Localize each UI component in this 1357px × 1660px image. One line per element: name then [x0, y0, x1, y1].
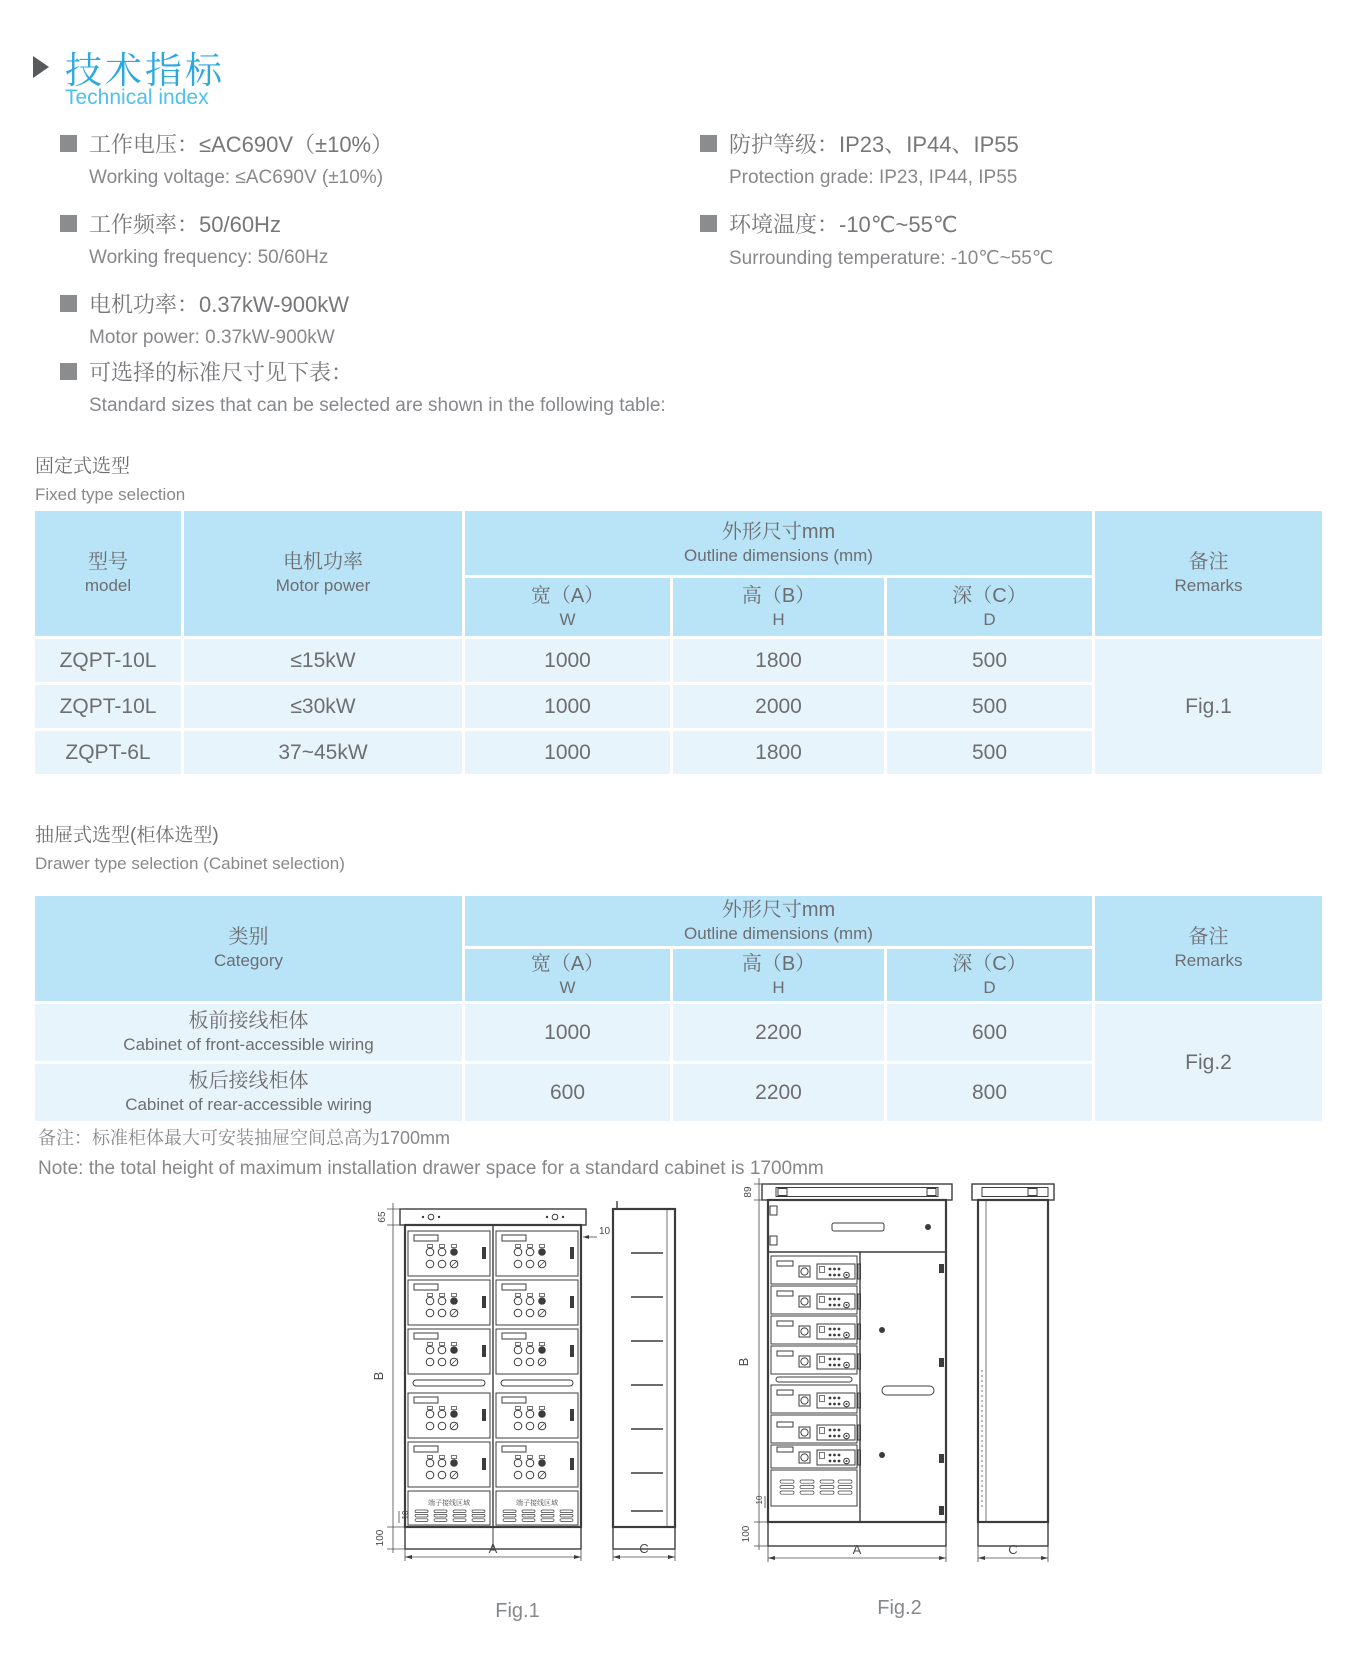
fig1-side-view — [613, 1201, 675, 1561]
cell-depth: 600 — [887, 1004, 1092, 1061]
spec-zh-text: 电机功率：0.37kW-900kW — [89, 291, 349, 317]
footnote-en: Note: the total height of maximum installation drawer space for a standard cabinet is 1700mm — [38, 1158, 824, 1179]
cell-category: 板前接线柜体 Cabinet of front-accessible wiring — [35, 1004, 462, 1061]
cell-depth: 500 — [887, 731, 1092, 774]
spec-working-voltage — [60, 128, 680, 193]
page-title: 技术指标 — [65, 50, 225, 91]
col-header-remarks: 备注 Remarks — [1095, 896, 1322, 1001]
col-header-outline-dimensions: 外形尺寸mm Outline dimensions (mm) — [465, 896, 1092, 946]
figure-1 — [345, 1193, 690, 1623]
cell-width: 1000 — [465, 731, 670, 774]
fig2-drawing — [732, 1170, 1067, 1590]
svg-text:C: C — [1008, 1542, 1018, 1557]
col-header-depth: 深（C） D — [887, 949, 1092, 1001]
section-title-zh: 固定式选型 — [35, 456, 131, 477]
cell-height: 1800 — [673, 731, 884, 774]
svg-text:A: A — [852, 1542, 862, 1557]
fig1-front-view — [400, 1209, 586, 1549]
section-title-en: Drawer type selection (Cabinet selection) — [35, 854, 345, 873]
cell-category: 板后接线柜体 Cabinet of rear-accessible wiring — [35, 1064, 462, 1121]
fig1-caption: Fig.1 — [495, 1600, 540, 1622]
section-fixed-type — [35, 451, 185, 505]
spec-surrounding-temperature — [700, 208, 1320, 273]
spec-en-text: Working frequency: 50/60Hz — [89, 247, 329, 268]
cell-depth: 800 — [887, 1064, 1092, 1121]
svg-text:10: 10 — [401, 1510, 410, 1520]
cell-width: 600 — [465, 1064, 670, 1121]
bullet-square-icon — [700, 135, 717, 152]
fig2-front-view — [762, 1184, 952, 1546]
cell-model: ZQPT-10L — [35, 685, 181, 728]
spec-working-frequency — [60, 208, 680, 273]
spec-zh-text: 防护等级：IP23、IP44、IP55 — [729, 131, 1019, 157]
svg-text:10: 10 — [599, 1226, 611, 1237]
spec-protection-grade — [700, 128, 1320, 193]
col-header-remarks: 备注 Remarks — [1095, 511, 1322, 636]
cell-depth: 500 — [887, 639, 1092, 682]
fig2-side-view — [972, 1184, 1054, 1562]
bullet-square-icon — [60, 135, 77, 152]
terminal-area-label: 端子接线区域 — [516, 1500, 558, 1507]
bullet-square-icon — [60, 215, 77, 232]
spec-en-text: Motor power: 0.37kW-900kW — [89, 327, 335, 348]
svg-text:100: 100 — [741, 1525, 752, 1543]
svg-text:B: B — [371, 1371, 386, 1381]
cell-remark: Fig.2 — [1095, 1004, 1322, 1121]
section-title-en: Fixed type selection — [35, 485, 186, 504]
cell-height: 2000 — [673, 685, 884, 728]
cell-height: 1800 — [673, 639, 884, 682]
fig1-drawing — [345, 1193, 690, 1593]
spec-en-text: Surrounding temperature: -10℃~55℃ — [729, 248, 1054, 269]
spec-list-left — [60, 128, 680, 368]
spec-zh-text: 工作电压：≤AC690V（±10%） — [89, 131, 394, 157]
bullet-square-icon — [60, 363, 77, 380]
svg-text:89: 89 — [743, 1186, 754, 1198]
page-subtitle: Technical index — [65, 86, 209, 109]
svg-text:C: C — [639, 1541, 649, 1556]
col-header-category: 类别 Category — [35, 896, 462, 1001]
bullet-square-icon — [700, 215, 717, 232]
svg-text:10: 10 — [755, 1495, 764, 1505]
spec-en-text: Standard sizes that can be selected are shown in the following table: — [89, 395, 666, 416]
cell-power: ≤30kW — [184, 685, 462, 728]
cell-height: 2200 — [673, 1064, 884, 1121]
cell-width: 1000 — [465, 1004, 670, 1061]
svg-text:65: 65 — [377, 1211, 388, 1223]
col-header-width: 宽（A） W — [465, 578, 670, 636]
svg-text:B: B — [736, 1357, 751, 1367]
spec-zh-text: 环境温度：-10℃~55℃ — [729, 211, 958, 237]
spec-en-text: Working voltage: ≤AC690V (±10%) — [89, 167, 384, 188]
col-header-model: 型号 model — [35, 511, 181, 636]
col-header-width: 宽（A） W — [465, 949, 670, 1001]
cell-model: ZQPT-6L — [35, 731, 181, 774]
cell-model: ZQPT-10L — [35, 639, 181, 682]
cell-remark: Fig.1 — [1095, 639, 1322, 774]
col-header-height: 高（B） H — [673, 578, 884, 636]
section-title-zh: 抽屉式选型(柜体选型) — [35, 825, 219, 846]
fig2-caption: Fig.2 — [877, 1597, 922, 1619]
drawer-type-table — [32, 893, 1325, 1124]
figure-2 — [732, 1170, 1067, 1620]
svg-text:A: A — [488, 1541, 498, 1556]
col-header-outline-dimensions: 外形尺寸mm Outline dimensions (mm) — [465, 511, 1092, 575]
cell-power: 37~45kW — [184, 731, 462, 774]
section-drawer-type — [35, 820, 345, 874]
spec-en-text: Protection grade: IP23, IP44, IP55 — [729, 167, 1018, 188]
cell-width: 1000 — [465, 639, 670, 682]
spec-zh-text: 工作频率：50/60Hz — [89, 211, 281, 237]
fig1-dimensions — [371, 1203, 611, 1561]
svg-text:100: 100 — [375, 1529, 386, 1547]
table-row — [35, 639, 1322, 682]
spec-list-right — [700, 128, 1320, 288]
fixed-type-table — [32, 508, 1325, 777]
table-row — [35, 1004, 1322, 1061]
spec-zh-text: 可选择的标准尺寸见下表： — [89, 359, 354, 385]
footnote-zh: 备注：标准柜体最大可安装抽屉空间总高为1700mm — [38, 1128, 451, 1148]
spec-standard-sizes — [60, 356, 960, 436]
spec-motor-power — [60, 288, 680, 353]
col-header-depth: 深（C） D — [887, 578, 1092, 636]
terminal-area-label: 端子接线区域 — [428, 1500, 470, 1507]
footnote — [38, 1124, 824, 1180]
bullet-square-icon — [60, 295, 77, 312]
cell-width: 1000 — [465, 685, 670, 728]
cell-power: ≤15kW — [184, 639, 462, 682]
col-header-height: 高（B） H — [673, 949, 884, 1001]
col-header-motor-power: 电机功率 Motor power — [184, 511, 462, 636]
title-arrow-icon — [33, 56, 49, 78]
cell-depth: 500 — [887, 685, 1092, 728]
cell-height: 2200 — [673, 1004, 884, 1061]
